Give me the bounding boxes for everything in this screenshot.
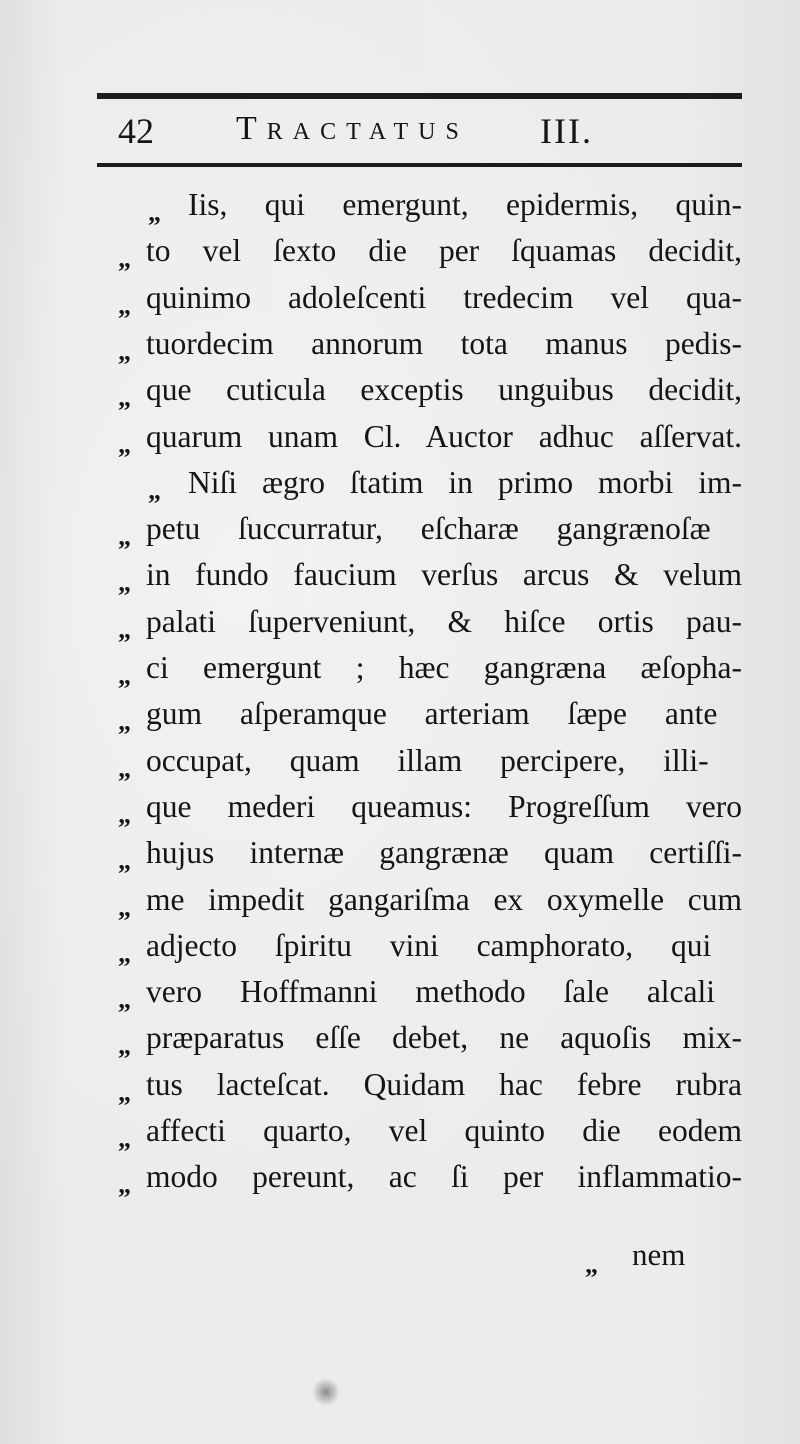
line-text: ci emergunt ; hæc gangræna æſopha- xyxy=(146,650,742,685)
line-text: palati ſuperveniunt, & hiſce ortis pau- xyxy=(146,603,742,639)
line-text: quarum unam Cl. Auctor adhuc aſſervat. xyxy=(146,418,742,454)
line-text: occupat, quam illam percipere, illi- xyxy=(146,742,709,778)
quote-mark: „ xyxy=(118,290,129,320)
line-text: petu ſuccurratur, eſcharæ gangrænoſæ xyxy=(146,511,711,547)
text-line xyxy=(0,508,800,554)
ink-smudge xyxy=(312,1378,340,1406)
line-text: hujus internæ gangrænæ quam certiſſi- xyxy=(146,835,742,871)
text-line xyxy=(0,832,800,878)
quote-mark: „ xyxy=(118,707,129,737)
line-text: vero Hoffmanni methodo ſale alcali xyxy=(146,974,716,1010)
quote-mark: „ xyxy=(118,568,129,598)
text-line xyxy=(0,369,800,415)
text-line xyxy=(0,971,800,1017)
line-text: que mederi queamus: Progreſſum vero xyxy=(146,788,742,824)
quote-mark: „ xyxy=(118,938,129,968)
text-line xyxy=(0,416,800,462)
text-line xyxy=(0,1064,800,1110)
text-line xyxy=(0,786,800,832)
text-line xyxy=(0,230,800,276)
quote-mark: „ xyxy=(118,383,129,413)
quote-mark: „ xyxy=(118,1031,129,1061)
quote-mark: „ xyxy=(118,1124,129,1153)
catchword-quote-mark: „ xyxy=(585,1250,598,1279)
text-line xyxy=(0,879,800,925)
quote-mark: „ xyxy=(148,475,159,505)
line-text: que cuticula exceptis unguibus decidit, xyxy=(146,372,742,408)
line-text: adjecto ſpiritu vini camphorato, qui xyxy=(146,927,712,963)
text-line xyxy=(0,740,800,786)
quote-mark: „ xyxy=(118,985,129,1015)
text-line xyxy=(0,693,800,739)
running-title: Tractatus xyxy=(236,110,469,147)
line-text: affecti quarto, vel quinto die eodem xyxy=(146,1113,742,1148)
line-text: to vel ſexto die per ſquamas decidit, xyxy=(146,233,742,269)
text-line xyxy=(0,647,800,693)
text-line xyxy=(0,184,800,230)
quote-mark: „ xyxy=(118,336,129,366)
line-text: tus lacteſcat. Quidam hac febre rubra xyxy=(146,1066,742,1102)
line-text: tuordecim annorum tota manus pedis- xyxy=(146,325,742,361)
text-line xyxy=(0,462,800,508)
text-line xyxy=(0,1110,800,1156)
quote-mark: „ xyxy=(118,429,129,459)
text-line xyxy=(0,323,800,369)
quote-mark: „ xyxy=(118,522,129,552)
quote-mark: „ xyxy=(118,753,129,783)
line-text: modo pereunt, ac ſi per inflammatio- xyxy=(146,1159,742,1195)
quote-mark: „ xyxy=(118,892,129,922)
line-text: Niſi ægro ſtatim in primo morbi im- xyxy=(188,464,742,500)
line-text: Iis, qui emergunt, epidermis, quin- xyxy=(188,187,742,222)
section-number: III. xyxy=(540,111,593,151)
catchword: nem xyxy=(632,1237,686,1272)
page-number: 42 xyxy=(118,111,154,151)
line-text: gum aſperamque arteriam ſæpe ante xyxy=(146,696,718,732)
text-line xyxy=(0,1156,800,1202)
line-text: me impedit gangariſma ex oxymelle cum xyxy=(146,881,742,917)
text-line xyxy=(0,601,800,647)
quote-mark: „ xyxy=(148,198,159,227)
quote-mark: „ xyxy=(118,799,129,829)
text-line xyxy=(0,1017,800,1063)
line-text: præparatus eſſe debet, ne aquoſis mix- xyxy=(146,1020,742,1056)
text-line xyxy=(0,277,800,323)
line-text: in fundo faucium verſus arcus & velum xyxy=(146,557,742,593)
quote-mark: „ xyxy=(118,1170,129,1200)
text-line xyxy=(0,925,800,971)
line-text: quinimo adoleſcenti tredecim vel qua- xyxy=(146,279,742,315)
text-line xyxy=(0,554,800,600)
quote-mark: „ xyxy=(118,614,129,644)
quote-mark: „ xyxy=(118,244,129,274)
quote-mark: „ xyxy=(118,661,129,690)
quote-mark: „ xyxy=(118,1077,129,1107)
quote-mark: „ xyxy=(118,846,129,876)
